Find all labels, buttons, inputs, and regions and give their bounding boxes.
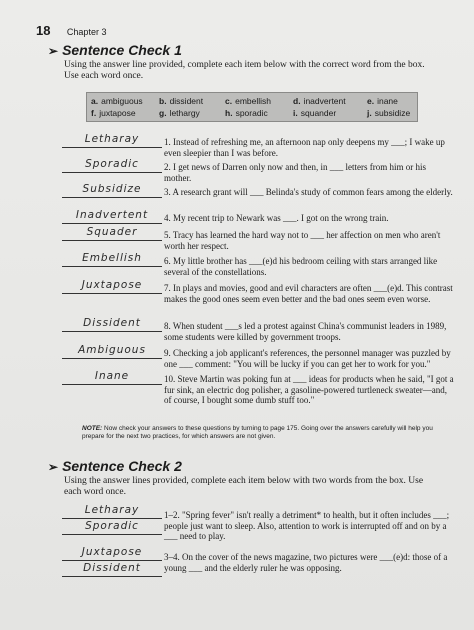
section-title-2 [48,458,182,474]
arrow-icon: ➢ [48,44,59,58]
word-box-item: h. sporadic [225,108,268,118]
answer-line[interactable]: Letharay [62,504,162,519]
arrow-icon: ➢ [48,460,59,474]
chapter-label: Chapter 3 [66,27,107,37]
word-box-item: i. squander [293,108,337,118]
answer-line[interactable]: Juxtapose [62,546,162,561]
sentence-text: 9. Checking a job applicant's references, the personnel manager was puzzled by one ___ comment: "You will be lucky if you can get her to work for you." [164,348,451,369]
sentence-text: 6. My little brother has ___(e)d his bedroom ceiling with stars arranged like several of the constellations. [164,256,438,277]
word-box-item: g. lethargy [159,108,200,118]
answer-line[interactable]: Juxtapose [62,279,162,294]
section-title-1 [48,42,182,58]
answer-line[interactable]: Subsidize [62,183,162,198]
answer-line[interactable]: Inadvertent [62,209,162,224]
answer-line[interactable]: Embellish [62,252,162,267]
sentence-text: 3. A research grant will ___ Belinda's study of common fears among the elderly. [164,187,453,197]
note-label: NOTE: [82,425,103,432]
note-text: Now check your answers to these questions by turning to page 175. Going over the answers carefully will help you prepare for the next two practices, for which answers are not given. [82,425,433,440]
sentence-text: 7. In plays and movies, good and evil characters are often ___(e)d. This contrast makes the good ones seem even better and the bad ones seem even worse. [164,283,453,304]
page-number: 18 [36,23,51,38]
sentence-text: 8. When student ___s led a protest against China's communist leaders in 1989, some students were killed by government troops. [164,321,447,342]
answer-line[interactable]: Ambiguous [62,344,162,359]
word-box-item: f. juxtapose [91,108,136,118]
sentence-text: 3–4. On the cover of the news magazine, two pictures were ___(e)d: those of a young ___ and the elderly ruler he was opposing. [164,552,448,573]
word-box-item: b. dissident [159,96,204,106]
answer-line[interactable]: Squader [62,226,162,241]
answer-line[interactable]: Sporadic [62,158,162,173]
sentence-text: 1. Instead of refreshing me, an afternoon nap only deepens my ___; I wake up even sleepier than I was before. [164,137,445,158]
sentence-text: 1–2. "Spring fever" isn't really a detriment* to health, but it often includes ___; people just want to sleep. Also, attention to work is interrupted off and on by a ___ need to play. [164,510,450,541]
sentence-text: 5. Tracy has learned the hard way not to ___ her affection on men who aren't worth her respect. [164,230,441,251]
word-box-item: a. ambiguous [91,96,143,106]
word-box-item: e. inane [367,96,398,106]
note [82,425,442,441]
section-instructions-1: Using the answer line provided, complete each item below with the correct word from the box. Use each word once. [64,60,425,81]
answer-line[interactable]: Letharay [62,133,162,148]
sentence-text: 2. I get news of Darren only now and then, in ___ letters from him or his mother. [164,162,426,183]
section-instructions-2: Using the answer lines provided, complete each item below with two words from the box. Use each word once. [64,476,424,497]
word-box-item: c. embellish [225,96,271,106]
section-title-text: Sentence Check 2 [62,458,182,474]
word-box-item: d. inadvertent [293,96,346,106]
answer-line[interactable]: Dissident [62,562,162,577]
page-header [36,22,106,40]
answer-line[interactable]: Sporadic [62,520,162,535]
sentence-text: 10. Steve Martin was poking fun at ___ ideas for products when he said, "I got a fur sink, an electric dog polisher, a gasoline-powered turtleneck sweater—and, of course, I bought some dumb stuff too." [164,374,454,405]
section-title-text: Sentence Check 1 [62,42,182,58]
answer-line[interactable]: Dissident [62,317,162,332]
word-box [86,92,418,122]
answer-line[interactable]: Inane [62,370,162,385]
sentence-text: 4. My recent trip to Newark was ___. I got on the wrong train. [164,213,389,223]
word-box-item: j. subsidize [367,108,411,118]
